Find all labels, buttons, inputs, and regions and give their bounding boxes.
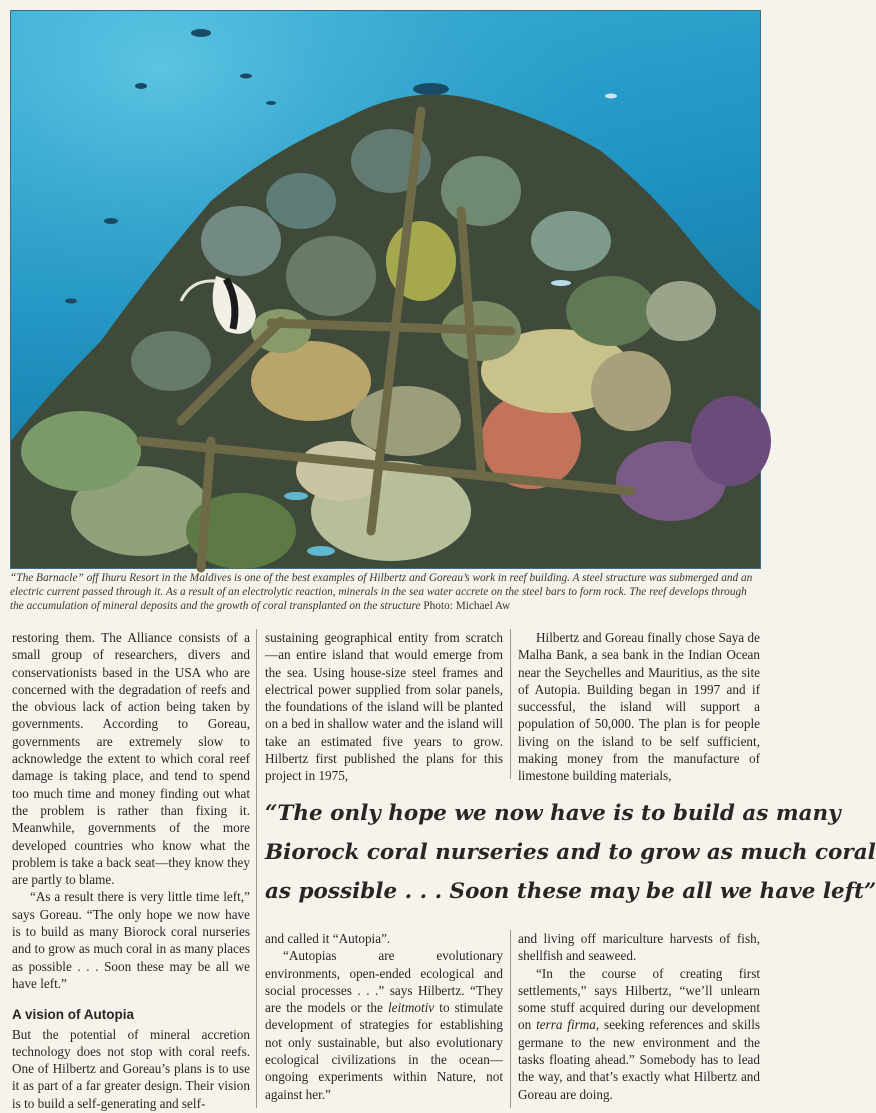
pull-quote-line: as possible . . . Soon these may be all we have left” <box>265 879 876 904</box>
paragraph: restoring them. The Alliance consists of a small group of researchers, divers and conservationists based in the USA who are concerned with the degradation of reefs and the obvious lack of action being taken by governments. According to Goreau, governments are extremely slow to acknowledge the extent to which coral reef damage is taking place, and tend to spend too much time and money finding out what the problem is rather than fixing it. Meanwhile, governments of the more developed countries who know what the problem is take a back seat—they know they are partly to blame. <box>12 630 250 888</box>
paragraph: and called it “Autopia”. <box>265 931 391 946</box>
pull-quote-line: “The only hope we now have is to build as many <box>265 801 841 826</box>
emphasis-text: terra firma, <box>536 1017 600 1033</box>
column-3-top <box>518 629 760 785</box>
paragraph: But the potential of mineral accretion technology does not stop with coral reefs. One of Hilbertz and Goreau’s plans is to use it as part of a far greater design. Their vision is to build a self-generating and self- <box>12 1026 250 1111</box>
column-rule-1 <box>256 629 257 1108</box>
text-run: to stimulate development of strategies for establishing not only sustainable, but also evolutionary ecological civilizations in the ocean—ongoing experiments within Nature, not against her.” <box>265 1000 503 1102</box>
paragraph: and living off mariculture harvests of fish, shellfish and seaweed. <box>518 931 760 964</box>
photo-caption <box>10 571 760 613</box>
text-run: seeking references and skills germane to the new environment and the tasks floating ahead.” Somebody has to lead the way, and that’s exactly what Hilbertz and Goreau are doing. <box>518 1017 761 1102</box>
paragraph: Hilbertz and Goreau finally chose Saya de Malha Bank, a sea bank in the Indian Ocean near the Seychelles and Mauritius, as the site of Autopia. Building began in 1997 and if successful, the island will support a population of 50,000. The plan is for people living on the island to be self sufficient, making money from the manufacture of limestone building materials, <box>518 630 760 784</box>
column-2-bottom <box>265 930 503 1103</box>
paragraph <box>518 965 760 1103</box>
coral-reef-structure-photo <box>11 11 760 568</box>
column-1 <box>12 629 250 1112</box>
caption-text: “The Barnacle” off Ihuru Resort in the Maldives is one of the best examples of Hilbertz and Goreau’s work in reef building. A steel structure was submerged and an electric current passed through it. As a result of an electrolytic reaction, minerals in the sea water accrete on the steel bars to form rock. The reef develops through the accumulation of mineral deposits and the growth of coral transplanted on the structure <box>10 572 753 612</box>
section-heading: A vision of Autopia <box>12 1007 134 1023</box>
emphasis-text: leitmotiv <box>388 1000 435 1016</box>
column-rule-2-bottom <box>510 930 511 1108</box>
reef-photo <box>10 10 761 569</box>
pull-quote <box>265 794 876 911</box>
paragraph: sustaining geographical entity from scratch—an entire island that would emerge from the sea. Using house-size steel frames and electrical power supplied from solar panels, the foundations of the island will be planted on a bed in shallow water and the island will take an estimated five years to grow. Hilbertz first published the plans for this project in 1975, <box>265 630 503 784</box>
paragraph <box>265 947 503 1103</box>
column-3-bottom <box>518 930 760 1103</box>
text-run: “In the course of creating first settlements,” says Hilbertz, “we’ll unlearn some stuff acquired during our development on <box>518 965 760 1033</box>
pull-quote-line: Biorock coral nurseries and to grow as much coral <box>265 840 876 865</box>
column-2-top <box>265 629 503 785</box>
paragraph: “As a result there is very little time left,” says Goreau. “The only hope we now have is to build as many Biorock coral nurseries and to grow as much coral in as many places as possible . . . Soon these may be all we have left.” <box>12 889 250 991</box>
column-rule-2-top <box>510 629 511 779</box>
photo-credit: Photo: Michael Aw <box>423 600 511 612</box>
text-run: “Autopias are evolutionary environments, open-ended ecological and social processes . . .” says Hilbertz. “They are the models or the <box>265 948 503 1016</box>
